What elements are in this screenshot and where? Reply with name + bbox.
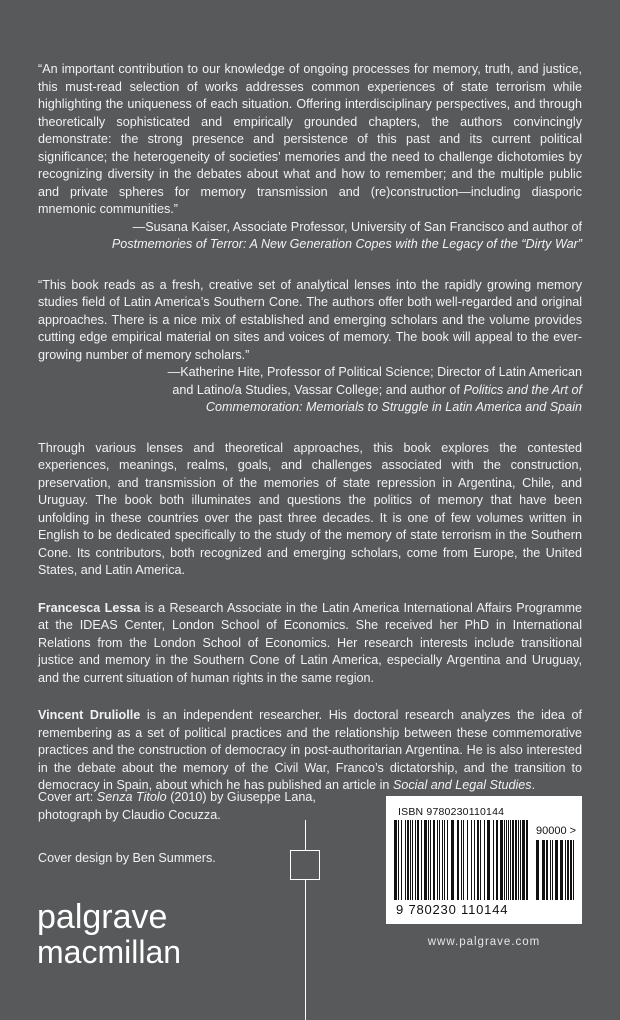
barcode-bar [471, 820, 472, 900]
barcode-bar [512, 820, 514, 900]
barcode-bar [442, 820, 443, 900]
barcode-bar [555, 840, 558, 900]
cover-design-credit: Cover design by Ben Summers. [38, 851, 216, 865]
cover-art-credit: Cover art: Senza Titolo (2010) by Giuseppe Lana, photograph by Claudio Cocuzza. [38, 790, 316, 822]
blurb-hite-attribution-line1: —Katherine Hite, Professor of Political Science; Director of Latin American [167, 365, 582, 379]
barcode-bar [510, 820, 511, 900]
barcode-main-bars [394, 820, 528, 900]
barcode-bar [560, 840, 563, 900]
barcode-bar [552, 840, 553, 900]
barcode-bar [467, 820, 468, 900]
barcode-bar [526, 820, 528, 900]
blurb-kaiser-quote: “An important contribution to our knowledge of ongoing processes for memory, truth, and justice, this must-read selection of works addresses common experiences of state terrorism while highlighting the uniqueness of each situation. Offering interdisciplinary perspectives, and through theoretically sophisticated and empirically grounded chapters, the authors convincingly demonstrate: the strong presence and persistence of this past and its current political significance; the heterogeneity of societies’ memories and the need to challenge dichotomies by recognizing diversity in the debates about what and how to remember; and the multiple public and private spheres for memory transmission and (re)construction—including diasporic mnemonic communities.” [38, 62, 582, 216]
barcode-bar [447, 820, 448, 900]
barcode-bar [451, 820, 454, 900]
back-cover-text [38, 61, 582, 795]
publisher-logo-line1: palgrave [37, 898, 168, 936]
publisher-logo-line2: macmillan [37, 934, 182, 970]
barcode-bar [433, 820, 435, 900]
barcode-bar [417, 820, 419, 900]
barcode-bar [542, 840, 545, 900]
blurb-kaiser-book-title: Postmemories of Terror: A New Generation Copes with the Legacy of the “Dirty War” [111, 237, 582, 251]
barcode-addon-bars [536, 840, 574, 900]
barcode-bar [428, 820, 429, 900]
barcode-bar [570, 840, 572, 900]
barcode-bar [477, 820, 479, 900]
barcode-bar [522, 820, 525, 900]
barcode-bar [444, 820, 445, 900]
blurb-kaiser-attribution: —Susana Kaiser, Associate Professor, University of San Francisco and author of [132, 219, 582, 234]
publisher-url: www.palgrave.com [427, 936, 541, 948]
barcode-bar [474, 820, 475, 900]
barcode-bar [550, 840, 551, 900]
bio-lessa: Francesca Lessa is a Research Associate in the Latin America International Affairs Programme at the IDEAS Center, London School of Economics. She received her PhD in International Relations from the London School of Economics. Her research interests include transitional justice and memory in the Southern Cone of Latin America, especially Argentina and Uruguay, and the current situation of human rights in the same region. [38, 600, 582, 685]
barcode-bar [565, 840, 566, 900]
barcode-bar [424, 820, 427, 900]
bio-druliolle: Vincent Druliolle is an independent researcher. His doctoral research analyzes the idea of remembering as a set of political practices and the relationship between these commemorative practices and the construction of democracy in post-authoritarian Argentina. He is also interested in the debate about the memory of the Civil War, Franco’s dictatorship, and the transition to democracy in Spain, about which he has published an article in Social and Legal Studies. [38, 708, 582, 792]
barcode-bar [407, 820, 409, 900]
barcode-bar [506, 820, 507, 900]
decorative-square [290, 850, 320, 880]
barcode-bar [401, 820, 402, 900]
barcode-bar [398, 820, 399, 900]
barcode-bar [412, 820, 413, 900]
barcode-bar [504, 820, 505, 900]
barcode-bar [405, 820, 406, 900]
bio-lessa-name: Francesca Lessa [38, 600, 141, 615]
barcode-bar [461, 820, 462, 900]
barcode-bar [487, 820, 490, 900]
barcode-bar [518, 820, 519, 900]
barcode-bar [546, 840, 548, 900]
blurb-hite-book-title: Commemoration: Memorials to Struggle in Latin America and Spain [205, 400, 582, 414]
isbn-label: ISBN 9780230110144 [398, 806, 505, 818]
isbn-barcode [386, 796, 582, 924]
barcode-bar [496, 820, 498, 900]
barcode-bar [508, 820, 509, 900]
publisher-logo [37, 900, 181, 968]
barcode-bar [484, 820, 485, 900]
barcode-bar [480, 820, 481, 900]
barcode-bar [457, 820, 459, 900]
decorative-line-top [305, 820, 306, 850]
price-code: 90000 > [536, 825, 577, 837]
barcode-bar [573, 840, 574, 900]
barcode-bar [515, 820, 517, 900]
barcode-number: 9 780230 110144 [396, 902, 509, 917]
barcode-bar [493, 820, 494, 900]
blurb-hite-quote: “This book reads as a fresh, creative set of analytical lenses into the rapidly growing memory studies field of Latin America’s Southern Cone. The authors offer both well-regarded and original approaches. There is a nice mix of established and emerging scholars and the volume provides cutting edge empirical material on sites and voices of memory. The book will appeal to the ever-growing number of memory scholars.” [38, 277, 582, 362]
barcode-bar [415, 820, 416, 900]
barcode-bar [567, 840, 569, 900]
barcode-bar [410, 820, 411, 900]
barcode-bar [536, 840, 539, 900]
decorative-line-bottom [305, 880, 306, 1020]
barcode-bar [463, 820, 464, 900]
barcode-bar [500, 820, 503, 900]
barcode-bar [421, 820, 422, 900]
blurb-hite-attribution-line2: and Latino/a Studies, Vassar College; and author of Politics and the Art of [172, 382, 582, 397]
barcode-bar [437, 820, 438, 900]
barcode-bar [394, 820, 397, 900]
bio-druliolle-name: Vincent Druliolle [38, 708, 141, 722]
barcode-bar [439, 820, 440, 900]
book-description: Through various lenses and theoretical approaches, this book explores the contested experiences, meanings, realms, goals, and challenges associated with the construction, preservation, and transmission of the memories of state repression in Argentina, Chile, and Uruguay. The book both illuminates and questions the politics of memory that have been unfolding in these countries over the past three decades. It is one of few volumes written in English to be dedicated specifically to the study of the memory of state terrorism in the Southern Cone. Its contributors, both recognized and emerging scholars, come from Europe, the United States, and Latin America. [38, 440, 582, 577]
barcode-bar [520, 820, 521, 900]
barcode-bar [430, 820, 431, 900]
